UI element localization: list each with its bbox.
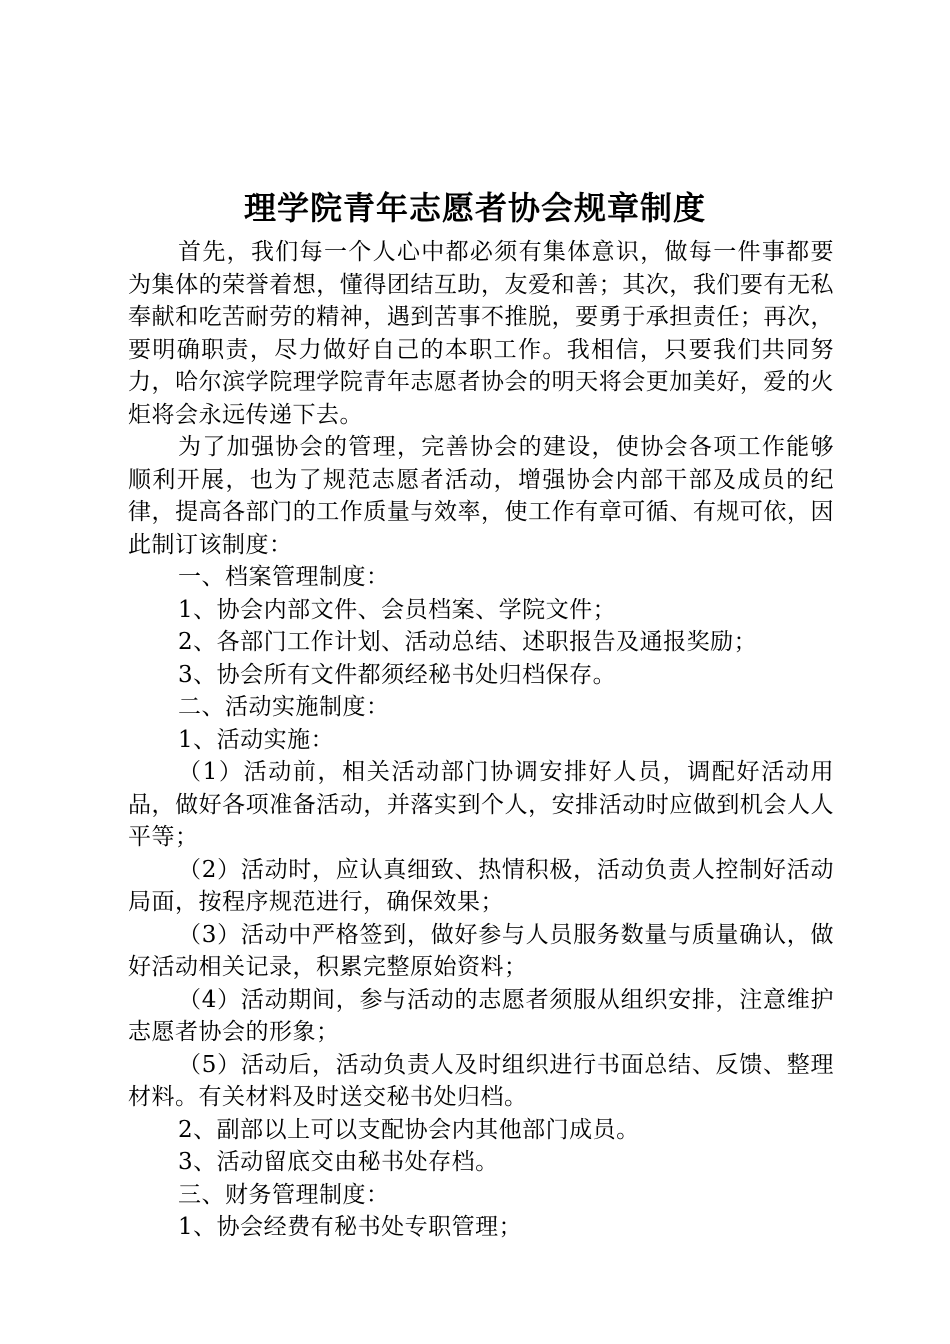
activity-item: 3、活动留底交由秘书处存档。 xyxy=(178,1149,499,1175)
document-body xyxy=(128,236,834,1244)
activity-subitem: （4）活动期间，参与活动的志愿者须服从组织安排，注意维护志愿者协会的形象； xyxy=(128,986,834,1045)
section-heading-archive: 一、档案管理制度： xyxy=(178,564,390,590)
archive-item: 1、协会内部文件、会员档案、学院文件； xyxy=(178,596,617,623)
section-heading-finance: 三、财务管理制度： xyxy=(178,1181,390,1208)
activity-item: 2、副部以上可以支配协会内其他部门成员。 xyxy=(178,1116,640,1143)
activity-subitem: （1）活动前，相关活动部门协调安排好人员，调配好活动用品，做好各项准备活动，并落实到个人，安排活动时应做到机会人人平等； xyxy=(128,759,834,850)
finance-item: 1、协会经费有秘书处专职管理； xyxy=(178,1214,523,1240)
purpose-paragraph: 为了加强协会的管理，完善协会的建设，使协会各项工作能够顺利开展，也为了规范志愿者活动，增强协会内部干部及成员的纪律，提高各部门的工作质量与效率，使工作有章可循、有规可依，因此制订该制度： xyxy=(128,434,834,558)
archive-item: 2、各部门工作计划、活动总结、述职报告及通报奖励； xyxy=(178,629,758,655)
archive-item: 3、协会所有文件都须经秘书处归档保存。 xyxy=(178,661,617,688)
intro-paragraph: 首先，我们每一个人心中都必须有集体意识，做每一件事都要为集体的荣誉着想，懂得团结互助，友爱和善；其次，我们要有无私奉献和吃苦耐劳的精神，遇到苦事不推脱，要勇于承担责任；再次，要明确职责，尽力做好自己的本职工作。我相信，只要我们共同努力，哈尔滨学院理学院青年志愿者协会的明天将会更加美好，爱的火炬将会永远传递下去。 xyxy=(128,239,834,428)
activity-subitem: （2）活动时，应认真细致、热情积极，活动负责人控制好活动局面，按程序规范进行，确保效果； xyxy=(128,856,834,915)
section-heading-activity: 二、活动实施制度： xyxy=(178,694,390,720)
activity-subitem: （3）活动中严格签到，做好参与人员服务数量与质量确认，做好活动相关记录，积累完整原始资料； xyxy=(128,921,834,980)
activity-item: 1、活动实施： xyxy=(178,726,335,753)
document-title: 理学院青年志愿者协会规章制度 xyxy=(243,189,706,227)
activity-subitem: （5）活动后，活动负责人及时组织进行书面总结、反馈、整理材料。有关材料及时送交秘书处归档。 xyxy=(128,1051,834,1110)
